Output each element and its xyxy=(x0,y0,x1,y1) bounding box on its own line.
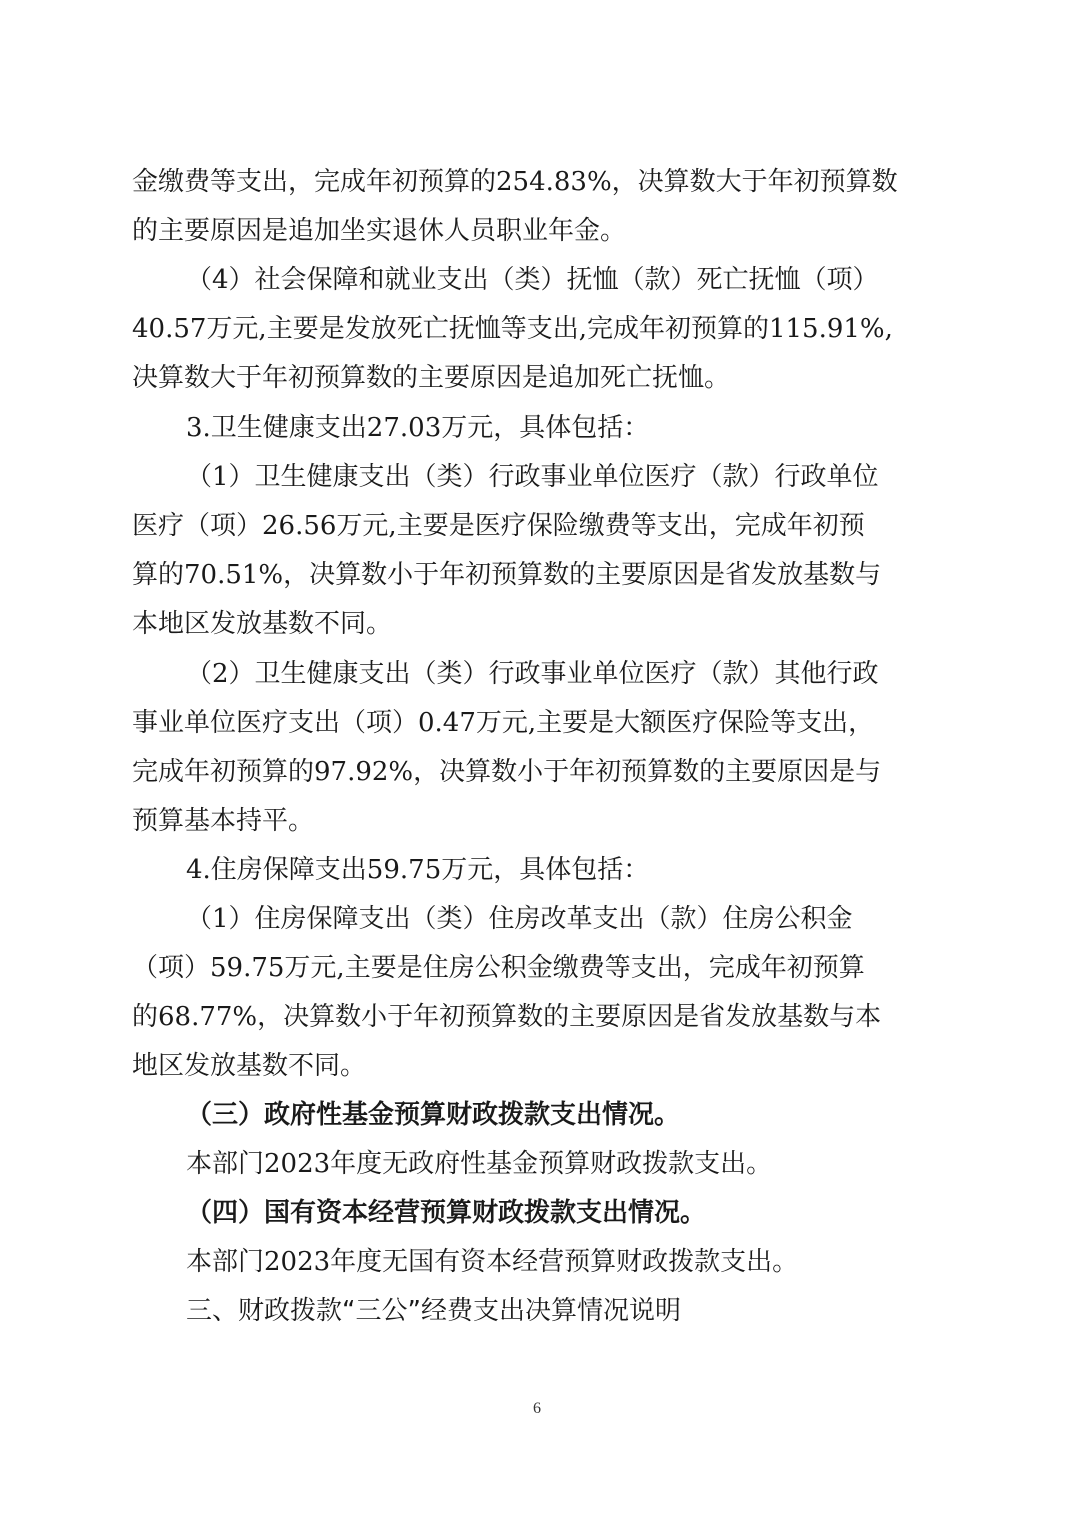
subsection-heading: 3.卫生健康支出27.03万元，具体包括： xyxy=(186,413,650,443)
paragraph-line: 40.57万元,主要是发放死亡抚恤等支出,完成年初预算的115.91%, xyxy=(132,314,893,344)
page-number: 6 xyxy=(533,1400,541,1417)
paragraph-line: 本部门2023年度无国有资本经营预算财政拨款支出。 xyxy=(186,1247,799,1277)
paragraph-line: 完成年初预算的97.92%，决算数小于年初预算数的主要原因是与 xyxy=(132,757,882,787)
chapter-heading: 三、财政拨款“三公”经费支出决算情况说明 xyxy=(186,1296,681,1326)
paragraph-line: 决算数大于年初预算数的主要原因是追加死亡抚恤。 xyxy=(132,363,731,393)
paragraph-line: 预算基本持平。 xyxy=(132,806,315,836)
paragraph-line: 本部门2023年度无政府性基金预算财政拨款支出。 xyxy=(186,1149,773,1179)
paragraph-line: 金缴费等支出，完成年初预算的254.83%，决算数大于年初预算数 xyxy=(132,167,898,197)
paragraph-line: 的主要原因是追加坐实退休人员职业年金。 xyxy=(132,216,627,246)
paragraph-line: 算的70.51%，决算数小于年初预算数的主要原因是省发放基数与 xyxy=(132,560,882,590)
paragraph-line: 本地区发放基数不同。 xyxy=(132,609,393,639)
paragraph-line: （项）59.75万元,主要是住房公积金缴费等支出，完成年初预算 xyxy=(132,953,865,983)
section-heading-4: （四）国有资本经营预算财政拨款支出情况。 xyxy=(186,1198,707,1228)
section-heading-3: （三）政府性基金预算财政拨款支出情况。 xyxy=(186,1100,681,1130)
paragraph-line: 医疗（项）26.56万元,主要是医疗保险缴费等支出，完成年初预 xyxy=(132,511,865,541)
paragraph-line: （1）住房保障支出（类）住房改革支出（款）住房公积金 xyxy=(186,904,853,934)
paragraph-line: 地区发放基数不同。 xyxy=(132,1051,367,1081)
paragraph-line: 的68.77%，决算数小于年初预算数的主要原因是省发放基数与本 xyxy=(132,1002,882,1032)
paragraph-line: （4）社会保障和就业支出（类）抚恤（款）死亡抚恤（项） xyxy=(186,265,879,295)
subsection-heading: 4.住房保障支出59.75万元，具体包括： xyxy=(186,855,650,885)
paragraph-line: 事业单位医疗支出（项）0.47万元,主要是大额医疗保险等支出， xyxy=(132,708,875,738)
paragraph-line: （2）卫生健康支出（类）行政事业单位医疗（款）其他行政 xyxy=(186,659,879,689)
paragraph-line: （1）卫生健康支出（类）行政事业单位医疗（款）行政单位 xyxy=(186,462,879,492)
